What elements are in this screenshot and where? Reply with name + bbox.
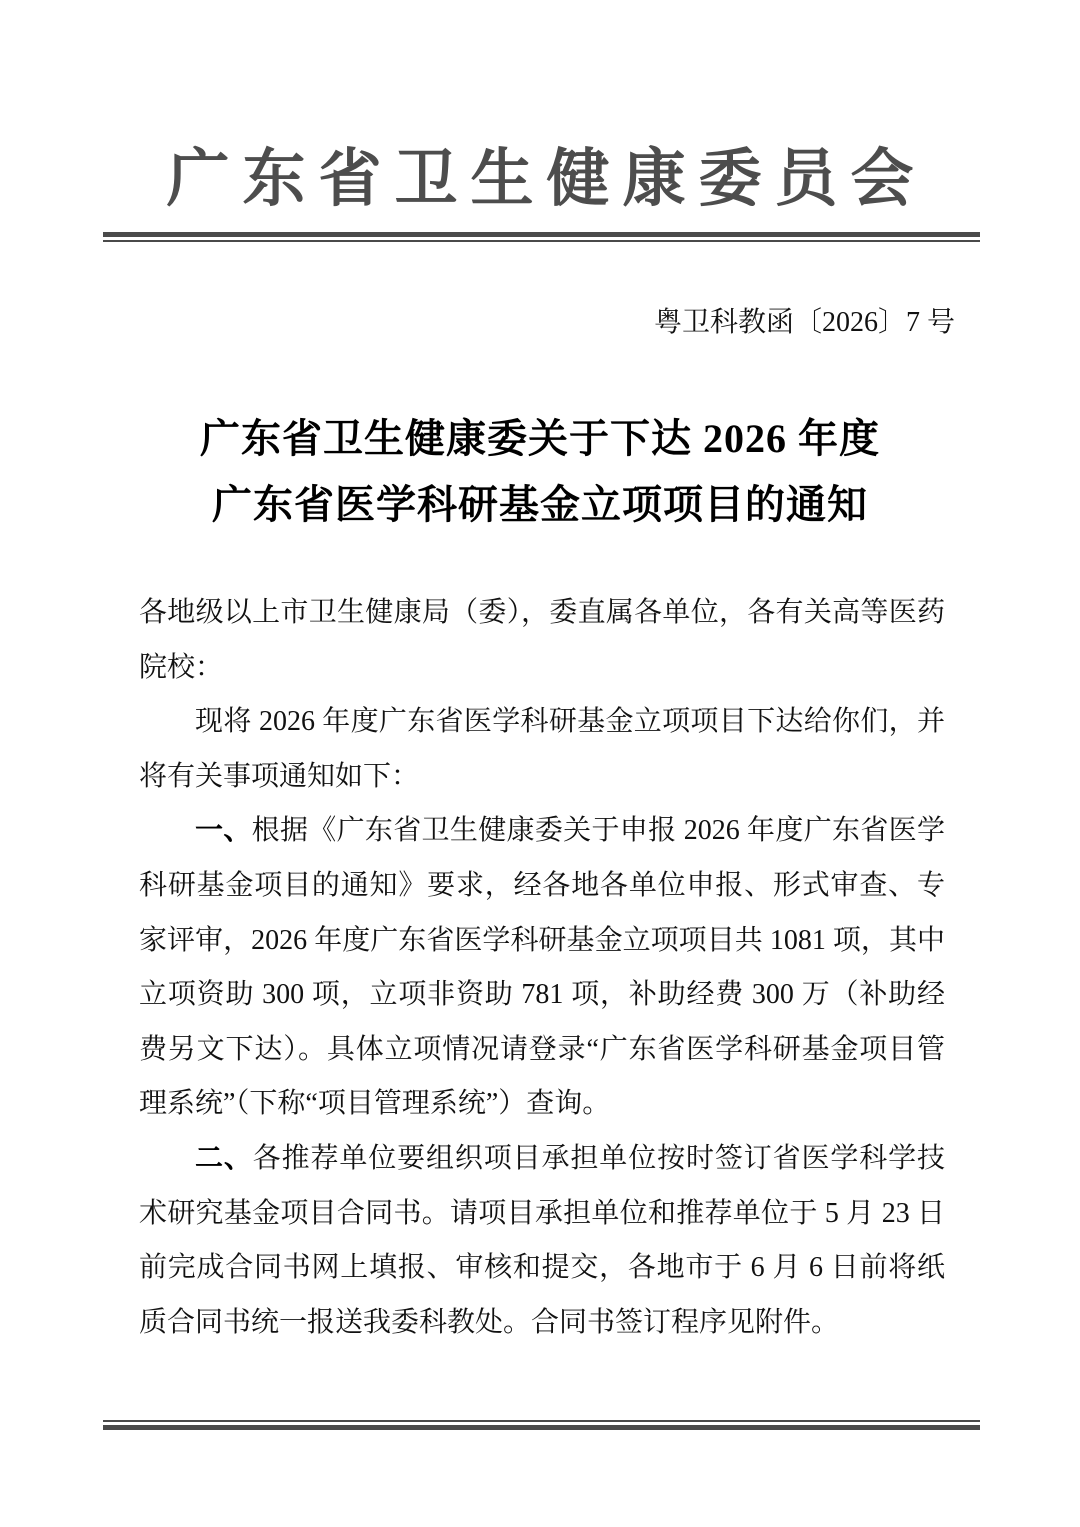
section-2-marker: 二、 <box>195 1142 253 1174</box>
section-1-marker: 一、 <box>195 815 252 847</box>
document-body <box>139 586 945 1350</box>
intro-paragraph: 现将 2026 年度广东省医学科研基金立项项目下达给你们，并将有关事项通知如下： <box>139 706 945 792</box>
document-title-line2: 广东省医学科研基金立项项目的通知 <box>212 482 868 527</box>
footer-divider-thick-line <box>103 1425 980 1430</box>
letterhead-divider <box>103 232 980 242</box>
letterhead-divider-thick-line <box>103 232 980 237</box>
footer-divider <box>103 1420 980 1430</box>
document-title <box>0 406 1080 538</box>
letterhead-org-name: 广东省卫生健康委员会 <box>166 144 927 214</box>
letterhead-divider-thin-line <box>103 240 980 242</box>
document-number: 粤卫科教函〔2026〕7 号 <box>653 307 955 338</box>
footer-divider-thin-line <box>103 1420 980 1422</box>
section-1-paragraph <box>139 804 945 1132</box>
salutation-paragraph: 各地级以上市卫生健康局（委），委直属各单位，各有关高等医药院校： <box>139 597 945 683</box>
document-title-line1: 广东省卫生健康委关于下达 2026 年度 <box>200 416 880 461</box>
section-2-text: 各推荐单位要组织项目承担单位按时签订省医学科学技术研究基金项目合同书。请项目承担单位和推荐单位于 5 月 23 日前完成合同书网上填报、审核和提交，各地市于 6 月 6 日前将纸质合同书统一报送我委科教处。合同书签订程序见附件。 <box>139 1142 945 1338</box>
section-2-paragraph <box>139 1132 945 1350</box>
section-1-text: 根据《广东省卫生健康委关于申报 2026 年度广东省医学科研基金项目的通知》要求，经各地各单位申报、形式审查、专家评审，2026 年度广东省医学科研基金立项项目共 1081 项，其中立项资助 300 项，立项非资助 781 项，补助经费 300 万（补助经费另文下达）。具体立项情况请登录“广东省医学科研基金项目管理系统”（下称“项目管理系统”）查询。 <box>139 815 945 1120</box>
